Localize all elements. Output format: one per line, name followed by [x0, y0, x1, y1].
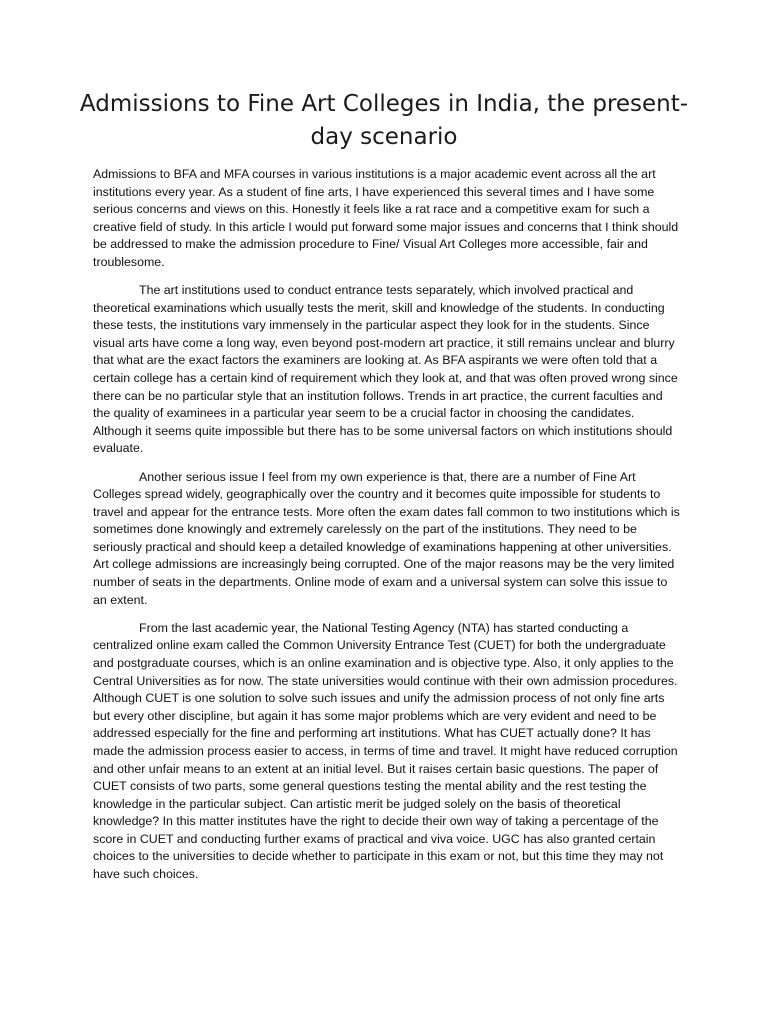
document-body: [93, 166, 680, 894]
document-title: Admissions to Fine Art Colleges in India, the present-day scenario: [79, 91, 689, 150]
paragraph-intro: Admissions to BFA and MFA courses in various institutions is a major academic event across all the art institutions every year. As a student of fine arts, I have experienced this several times and I have some serious concerns and views on this. Honestly it feels like a rat race and a competitive exam for such a creative field of study. In this article I would put forward some major issues and concerns that I think should be addressed to make the admission procedure to Fine/ Visual Art Colleges more accessible, fair and troublesome.: [93, 167, 679, 269]
paragraph-entrance-tests: The art institutions used to conduct entrance tests separately, which involved practical and theoretical examinations which usually tests the merit, skill and knowledge of the students. In conducting these tests, the institutions vary immensely in the particular aspect they look for in the students. Since visual arts have come a long way, even beyond post-modern art practice, it still remains unclear and blurry that what are the exact factors the examiners are looking at. As BFA aspirants we were often told that a certain college has a certain kind of requirement which they look at, and that was often proved wrong since there can be no particular style that an institution follows. Trends in art practice, the current faculties and the quality of examinees in a particular year seem to be a crucial factor in choosing the candidates. Although it seems quite impossible but there has to be some universal factors on which institutions should evaluate.: [93, 283, 678, 456]
paragraph-geography-issue: Another serious issue I feel from my own experience is that, there are a number of Fine Art Colleges spread widely, geographically over the country and it becomes quite impossible for students to travel and appear for the entrance tests. More often the exam dates fall common to two institutions which is sometimes done knowingly and extremely carelessly on the part of the institutions. They need to be seriously practical and should keep a detailed knowledge of examinations happening at other universities. Art college admissions are increasingly being corrupted. One of the major reasons may be the very limited number of seats in the departments. Online mode of exam and a universal system can solve this issue to an extent.: [93, 469, 680, 607]
paragraph-cuet: From the last academic year, the National Testing Agency (NTA) has started conducting a centralized online exam called the Common University Entrance Test (CUET) for both the undergraduate and postgraduate courses, which is an online examination and is objective type. Also, it only applies to the Central Universities as for now. The state universities would continue with their own admission procedures. Although CUET is one solution to solve such issues and unify the admission process of not only fine arts but every other discipline, but again it has some major problems which are very evident and need to be addressed especially for the fine and performing art institutions. What has CUET actually done? It has made the admission process easier to access, in terms of time and travel. It might have reduced corruption and other unfair means to an extent at an initial level. But it raises certain basic questions. The paper of CUET consists of two parts, some general questions testing the mental ability and the rest testing the knowledge in the particular subject. Can artistic merit be judged solely on the basis of theoretical knowledge? In this matter institutes have the right to decide their own way of taking a percentage of the score in CUET and conducting further exams of practical and viva voice. UGC has also granted certain choices to the universities to decide whether to participate in this exam or not, but this time they may not have such choices.: [93, 620, 678, 882]
